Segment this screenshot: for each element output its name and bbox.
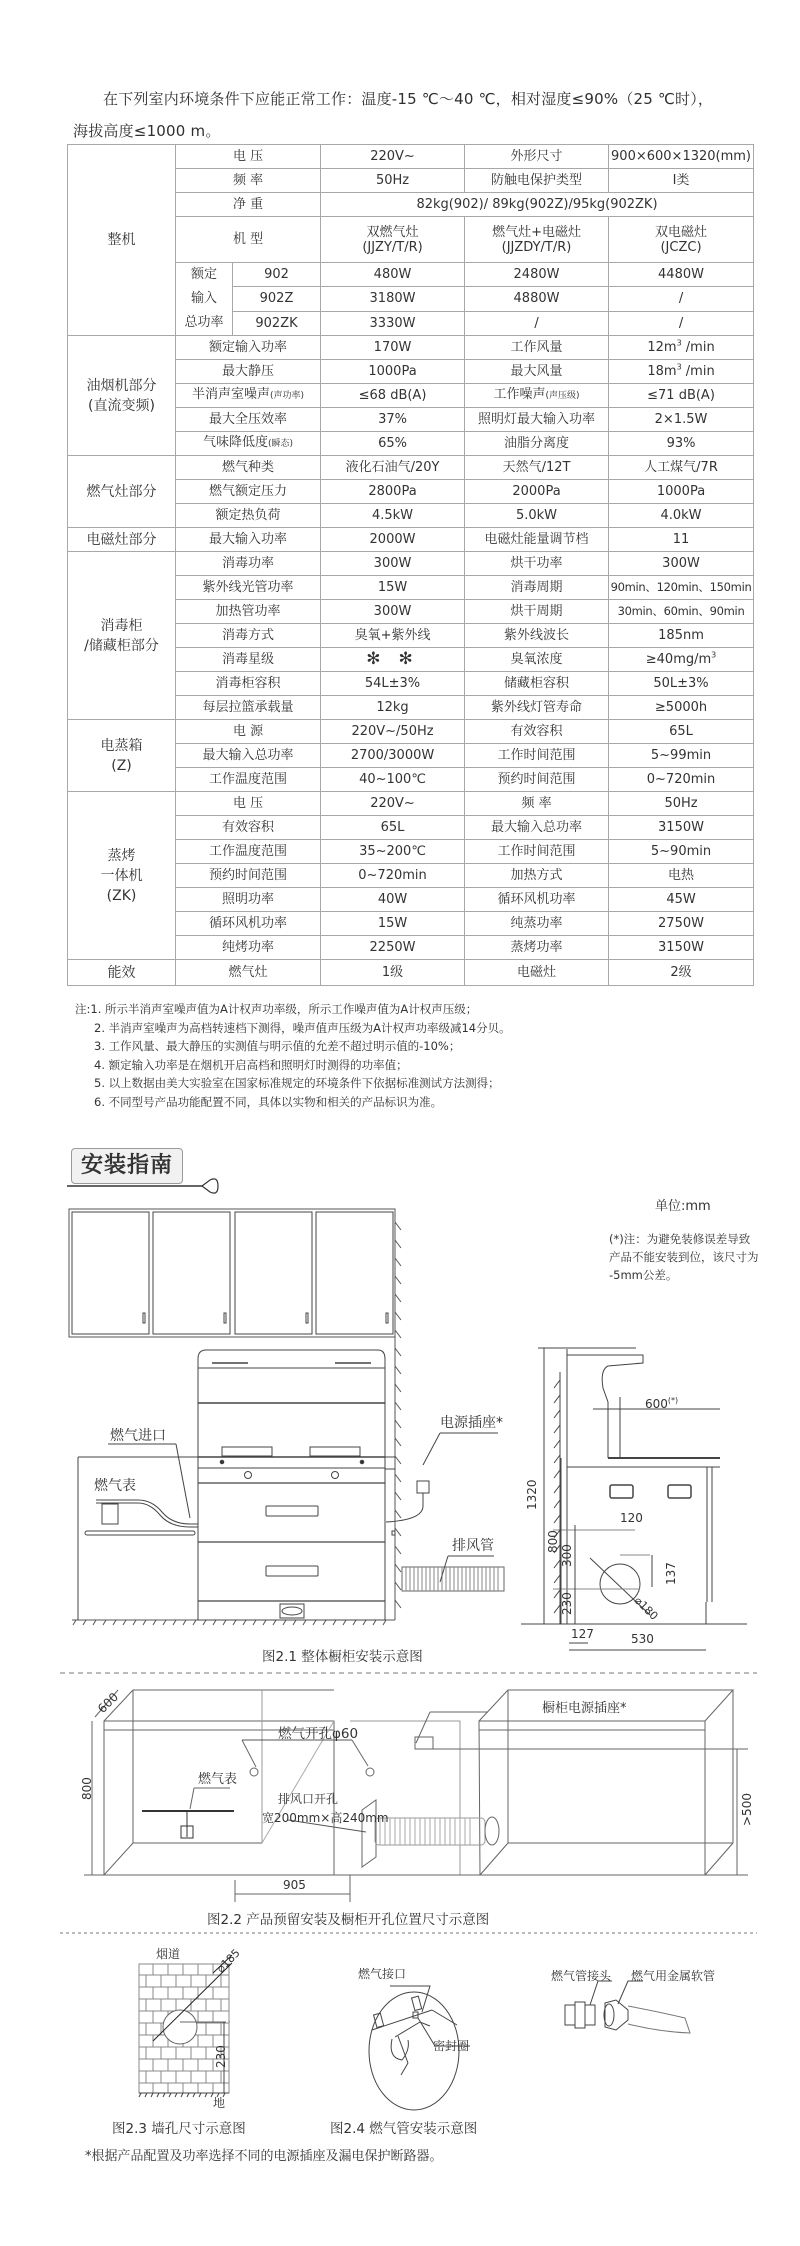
label-power-socket: 电源插座*: [440, 1415, 503, 1431]
label-gas-meter-2: 燃气表: [198, 1772, 238, 1787]
cell-value: 15W: [321, 576, 465, 600]
cell-key: 纯烤功率: [176, 936, 321, 960]
superscript: 3: [676, 362, 682, 372]
cell-value: 300W: [321, 600, 465, 624]
dim-cabinet-depth: 600: [95, 1689, 122, 1716]
gas-meter-icon: [96, 1500, 198, 1527]
dim-exhaust-height: 230: [560, 1592, 574, 1615]
cell-key: 每层拉篮承载量: [176, 696, 321, 720]
cell-value: 电热: [609, 864, 754, 888]
note-item: 5. 以上数据由美大实验室在国家标准规定的环境条件下依据标准测试方法测得；: [94, 1076, 500, 1090]
fig1-caption: 图2.1 整体橱柜安装示意图: [262, 1649, 423, 1665]
cell-key: 有效容积: [176, 816, 321, 840]
cell-key: 循环风机功率: [176, 912, 321, 936]
cell-value: 0~720min: [609, 768, 754, 792]
section-label: 蒸烤: [107, 847, 136, 864]
value-text: 18m: [647, 364, 677, 379]
section-induction: 电磁灶部分: [68, 528, 176, 552]
cell-key: 额定热负荷: [176, 504, 321, 528]
dim-hole-diameter: ⌀185: [214, 1946, 243, 1976]
dim-cabinet-width: 905: [283, 1878, 306, 1892]
cell-key: 烘干周期: [465, 600, 609, 624]
key-text: 工作噪声: [493, 387, 546, 402]
section-gas-stove: 燃气灶部分: [68, 456, 176, 528]
operating-conditions-line1: 在下列室内环境条件下应能正常工作：温度-15 ℃～40 ℃，相对湿度≤90%（25 ℃时），: [103, 90, 714, 108]
cell-key: 工作温度范围: [176, 768, 321, 792]
dim-exhaust-diameter: ⌀180: [631, 1594, 661, 1623]
cell-value: 4880W: [465, 287, 609, 311]
cell-key: 电 压: [176, 792, 321, 816]
cell-value: 臭氧+紫外线: [321, 624, 465, 648]
dim-counter-height: 800: [546, 1530, 560, 1553]
cell-key: 机 型: [176, 217, 321, 263]
dim-hole-height: 230: [214, 2045, 228, 2068]
cell-value: 4.5kW: [321, 504, 465, 528]
cell-key: 纯蒸功率: [465, 912, 609, 936]
cell-value: 50Hz: [321, 169, 465, 193]
cell-key: 电磁灶: [465, 960, 609, 986]
cell-key: 预约时间范围: [176, 864, 321, 888]
section-label: (直流变频): [88, 397, 155, 414]
dim-socket-height: >500: [740, 1793, 754, 1826]
cell-value: 天然气/12T: [465, 456, 609, 480]
cell-key: 外形尺寸: [465, 145, 609, 169]
cell-value: 2×1.5W: [609, 408, 754, 432]
cell-key: 循环风机功率: [465, 888, 609, 912]
superscript: 3: [676, 338, 682, 348]
cell-key: 电 源: [176, 720, 321, 744]
cell-key: 工作时间范围: [465, 744, 609, 768]
note-item: 2. 半消声室噪声为高档转速档下测得，噪声值声压级为A计权声功率级减14分贝。: [94, 1020, 511, 1035]
cell-value: 2800Pa: [321, 480, 465, 504]
cell-value: 300W: [321, 552, 465, 576]
cell-value: 3150W: [609, 816, 754, 840]
dim-height-total: 1320: [525, 1479, 539, 1510]
cell-value: ≤68 dB(A): [321, 384, 465, 408]
dim-gas-offset: 120: [620, 1511, 643, 1525]
key-text: 半消声室噪声: [191, 387, 270, 402]
label-exhaust-hole: 排风口开孔: [278, 1792, 339, 1806]
cell-key: 有效容积: [465, 720, 609, 744]
brick-wall-icon: [139, 1955, 232, 2097]
cell-key: 紫外线灯管寿命: [465, 696, 609, 720]
cell-key: 消毒柜容积: [176, 672, 321, 696]
dim-exhaust-offset: 137: [664, 1562, 678, 1585]
cell-value: 45W: [609, 888, 754, 912]
cell-value: 93%: [609, 432, 754, 456]
cell-value: 4.0kW: [609, 504, 754, 528]
label-ground: 地: [213, 2096, 226, 2110]
cell-value: 人工煤气/7R: [609, 456, 754, 480]
cell-value: 1000Pa: [321, 360, 465, 384]
tolerance-note-line: (*)注：为避免装修误差导致: [609, 1232, 751, 1246]
cell-key: 频 率: [176, 169, 321, 193]
cell-key: 消毒功率: [176, 552, 321, 576]
section-label: (Z): [111, 757, 132, 774]
cell-value: 50L±3%: [609, 672, 754, 696]
cell-value: 220V~: [321, 792, 465, 816]
model-code: 902Z: [233, 287, 321, 311]
cell-value: 2250W: [321, 936, 465, 960]
upper-cabinets: [69, 1209, 395, 1337]
cell-value: 3330W: [321, 311, 465, 335]
cell-value: 4480W: [609, 263, 754, 287]
dim-wall-offset: 127: [571, 1627, 594, 1641]
label-seal-ring: 密封圈: [433, 2039, 470, 2053]
cell-value: 3180W: [321, 287, 465, 311]
label-gas-inlet: 燃气进口: [110, 1428, 166, 1444]
model-name: 双电磁灶: [655, 224, 708, 240]
cell-key: 防触电保护类型: [465, 169, 609, 193]
cell-value: 300W: [609, 552, 754, 576]
cell-value: 40~100℃: [321, 768, 465, 792]
value-text: 12m: [647, 340, 677, 355]
model-code: 902ZK: [233, 311, 321, 335]
cell-value: 170W: [321, 336, 465, 360]
cell-value: 50Hz: [609, 792, 754, 816]
cell-value: 90min、120min、150min: [609, 576, 754, 600]
cell-key: 臭氧浓度: [465, 648, 609, 672]
cell-value: 0~720min: [321, 864, 465, 888]
cell-value: 54L±3%: [321, 672, 465, 696]
cell-value: 35~200℃: [321, 840, 465, 864]
label-exhaust-size: 宽200mm×高240mm: [262, 1811, 389, 1825]
cell-key: 储藏柜容积: [465, 672, 609, 696]
cell-value: /: [609, 311, 754, 335]
cell-key: 电磁灶能量调节档: [465, 528, 609, 552]
cell-key: 电 压: [176, 145, 321, 169]
dim-depth: [645, 1397, 678, 1411]
cell-key: 油脂分离度: [465, 432, 609, 456]
key-qualifier: (声压级): [545, 391, 580, 401]
label-gas-interface: 燃气接口: [358, 1967, 407, 1981]
dim-superscript: (*): [667, 1396, 679, 1405]
cell-key: 消毒星级: [176, 648, 321, 672]
key-qualifier: (瞬态): [268, 439, 294, 449]
cell-value: 5.0kW: [465, 504, 609, 528]
cell-key: 消毒方式: [176, 624, 321, 648]
section-efficiency: 能效: [68, 960, 176, 986]
section-label: 油烟机部分: [86, 377, 157, 394]
cell-value: 1级: [321, 960, 465, 986]
note-item: 3. 工作风量、最大静压的实测值与明示值的允差不超过明示值的-10%；: [94, 1039, 461, 1053]
dim-cabinet-height: 800: [80, 1777, 94, 1800]
label-gas-hole: 燃气开孔φ60: [278, 1726, 359, 1742]
model-code: (JJZDY/T/R): [501, 239, 572, 255]
note-item: 注:1. 所示半消声室噪声值为A计权声功率级，所示工作噪声值为A计权声压级；: [75, 1002, 478, 1016]
cell-value: 900×600×1320(mm): [609, 145, 754, 169]
tolerance-note: [609, 1230, 759, 1284]
cell-value: 40W: [321, 888, 465, 912]
installation-guide-title: 安装指南: [71, 1148, 183, 1184]
cell-key: 紫外线波长: [465, 624, 609, 648]
dim-value: 600: [645, 1397, 668, 1411]
power-socket-icon: [386, 1433, 498, 1522]
fig2-caption: 图2.2 产品预留安装及橱柜开孔位置尺寸示意图: [207, 1912, 490, 1928]
cell-value: 2000W: [321, 528, 465, 552]
cell-key: 照明灯最大输入功率: [465, 408, 609, 432]
cell-value: 65L: [609, 720, 754, 744]
cell-key: 加热方式: [465, 864, 609, 888]
cell-key: 额定输入功率: [176, 336, 321, 360]
value-text: /min: [681, 364, 715, 379]
cell-value: 65%: [321, 432, 465, 456]
model-name: 双燃气灶: [366, 224, 419, 240]
cell-value: 220V~: [321, 145, 465, 169]
model-name: 燃气灶+电磁灶: [492, 224, 581, 240]
cell-value: 液化石油气/20Y: [321, 456, 465, 480]
label-exhaust-pipe: 排风管: [452, 1538, 494, 1554]
cell-value: 65L: [321, 816, 465, 840]
cell-key: 最大风量: [465, 360, 609, 384]
cell-value: 2700/3000W: [321, 744, 465, 768]
cell-key: 最大输入功率: [176, 528, 321, 552]
label-line: 额定: [190, 267, 217, 282]
gas-pipe-connection-icon: [369, 1981, 690, 2110]
cell-key: 工作时间范围: [465, 840, 609, 864]
cell-key: 最大全压效率: [176, 408, 321, 432]
fig3-caption: 图2.3 墙孔尺寸示意图: [112, 2121, 246, 2137]
operating-conditions-line2: 海拔高度≤1000 m。: [73, 122, 221, 140]
cell-value: 1000Pa: [609, 480, 754, 504]
unit-label: 单位:mm: [655, 1199, 711, 1214]
cell-key: 消毒周期: [465, 576, 609, 600]
cell-key: 预约时间范围: [465, 768, 609, 792]
label-gas-meter: 燃气表: [94, 1478, 136, 1494]
cabinet-opening-view: [84, 1690, 748, 1902]
exhaust-pipe: [402, 1556, 504, 1591]
cell-value: 15W: [321, 912, 465, 936]
section-whole-unit: 整机: [68, 145, 176, 336]
cell-value: 2级: [609, 960, 754, 986]
label-flue: 烟道: [156, 1947, 181, 1961]
cell-value: 37%: [321, 408, 465, 432]
section-label: 一体机: [100, 867, 143, 884]
cell-value: 30min、60min、90min: [609, 600, 754, 624]
key-qualifier: (声功率): [270, 391, 305, 401]
cell-key: 工作温度范围: [176, 840, 321, 864]
value-text: ≥40mg/m: [645, 652, 712, 667]
cell-key: 燃气种类: [176, 456, 321, 480]
cell-key: 蒸烤功率: [465, 936, 609, 960]
model-code: (JCZC): [660, 239, 702, 255]
model-code: 902: [233, 263, 321, 287]
cell-value: ≥5000h: [609, 696, 754, 720]
cell-value: 185nm: [609, 624, 754, 648]
cell-key: 烘干功率: [465, 552, 609, 576]
cell-value: /: [465, 311, 609, 335]
label-pipe-joint: 燃气管接头: [551, 1969, 612, 1983]
value-text: /min: [681, 340, 715, 355]
section-label: /储藏柜部分: [84, 637, 159, 654]
cell-value: 480W: [321, 263, 465, 287]
label-line: 总功率: [184, 315, 224, 330]
star-rating-icon: ✻ ✻: [321, 648, 465, 672]
cell-key: 频 率: [465, 792, 609, 816]
cell-value: 5~90min: [609, 840, 754, 864]
label-line: 输入: [190, 291, 217, 306]
cell-key: 加热管功率: [176, 600, 321, 624]
dim-gas-height: 300: [560, 1544, 574, 1567]
cell-key: 最大输入总功率: [465, 816, 609, 840]
label-metal-hose: 燃气用金属软管: [631, 1969, 716, 1983]
wall-hatch: [72, 1209, 401, 1625]
cell-value: 5~99min: [609, 744, 754, 768]
cell-value: 2000Pa: [465, 480, 609, 504]
cell-value: 3150W: [609, 936, 754, 960]
tolerance-note-line: -5mm公差。: [609, 1268, 678, 1282]
cell-value: 82kg(902)/ 89kg(902Z)/95kg(902ZK): [321, 193, 754, 217]
cell-value: ≤71 dB(A): [609, 384, 754, 408]
cell-value: /: [609, 287, 754, 311]
cell-value: 2750W: [609, 912, 754, 936]
cell-key: 净 重: [176, 193, 321, 217]
model-code: (JJZY/T/R): [362, 239, 423, 255]
dim-base-depth: 530: [631, 1632, 654, 1646]
cell-value: 11: [609, 528, 754, 552]
tolerance-note-line: 产品不能安装到位，该尺寸为: [609, 1250, 759, 1264]
cell-value: 12kg: [321, 696, 465, 720]
note-item: 6. 不同型号产品功能配置不同，具体以实物和相关的产品标识为准。: [94, 1094, 443, 1109]
cell-key: 燃气额定压力: [176, 480, 321, 504]
cell-key: 工作风量: [465, 336, 609, 360]
cell-key: 最大输入总功率: [176, 744, 321, 768]
note-item: 4. 额定输入功率是在烟机开启高档和照明灯时测得的功率值；: [94, 1057, 408, 1072]
key-text: 气味降低度: [202, 435, 268, 450]
cell-key: 燃气灶: [176, 960, 321, 986]
cell-value: 2480W: [465, 263, 609, 287]
section-label: 消毒柜: [100, 617, 143, 634]
cell-value: 220V~/50Hz: [321, 720, 465, 744]
cell-key: 紫外线光管功率: [176, 576, 321, 600]
label-cabinet-socket: 橱柜电源插座*: [542, 1701, 627, 1716]
cell-key: 最大静压: [176, 360, 321, 384]
fig4-caption: 图2.4 燃气管安装示意图: [330, 2121, 478, 2137]
cell-value: I类: [609, 169, 754, 193]
superscript: 3: [711, 650, 717, 660]
cell-key: 照明功率: [176, 888, 321, 912]
section-label: 电蒸箱: [100, 737, 143, 754]
section-label: (ZK): [106, 887, 137, 904]
footnote: *根据产品配置及功率选择不同的电源插座及漏电保护断路器。: [85, 2149, 443, 2164]
